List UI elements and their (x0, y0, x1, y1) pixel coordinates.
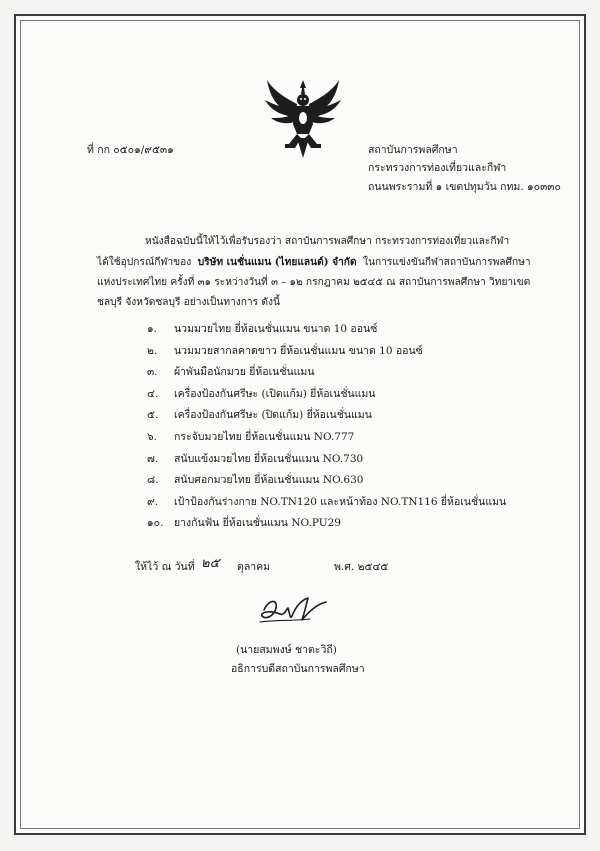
body-line-4: ชลบุรี จังหวัดชลบุรี อย่างเป็นทางการ ดังนี้ (97, 297, 280, 308)
date-month: ตุลาคม (237, 561, 271, 573)
date-day: ๒๕ (201, 556, 220, 571)
list-item-number: ๖. (147, 431, 158, 443)
list-item-number: ๕. (147, 409, 159, 422)
body-line-1: หนังสือฉบับนี้ให้ไว้เพื่อรับรองว่า สถาบันการพลศึกษา กระทรวงการท่องเที่ยวและกีฬา (145, 236, 510, 247)
date-prefix: ให้ไว้ ณ วันที่ (135, 561, 195, 573)
list-item-text: กระจับมวยไทย ยี่ห้อเนชั่นแมน NO.777 (174, 431, 355, 443)
org-address: ถนนพระรามที่ ๑ เขตปทุมวัน กทม. ๑๐๓๓๐ (368, 181, 561, 193)
body-line-3: แห่งประเทศไทย ครั้งที่ ๓๑ ระหว่างวันที่ ๓ – ๑๒ กรกฎาคม ๒๕๔๕ ณ สถาบันการพลศึกษา วิทยาเขต (97, 277, 531, 288)
list-item-text: เป้าป้องกันร่างกาย NO.TN120 และหน้าท้อง NO.TN116 ยี่ห้อเนชั่นแมน (174, 495, 507, 508)
date-year: พ.ศ. ๒๕๔๕ (334, 561, 389, 573)
list-item-text: ผ้าพันมือนักมวย ยี่ห้อเนชั่นแมน (174, 366, 315, 379)
list-item-text: สนับศอกมวยไทย ยี่ห้อเนชั่นแมน NO.630 (174, 474, 364, 487)
signatory-title: อธิการบดีสถาบันการพลศึกษา (231, 663, 365, 675)
company-name: บริษัท เนชั่นแมน (ไทยแลนด์) จำกัด (197, 256, 357, 268)
list-item-text: เครื่องป้องกันศรีษะ (เปิดแก้ม) ยี่ห้อเนชั่นแมน (174, 387, 376, 400)
list-item-number: ๑. (147, 323, 158, 335)
body-line-2 (97, 255, 531, 270)
list-item-text: นวมมวยสากลคาดขาว ยี่ห้อเนชั่นแมน ขนาด 10 ออนซ์ (174, 344, 423, 357)
list-item-number: ๓. (147, 366, 158, 379)
list-item-text: สนับแข้งมวยไทย ยี่ห้อเนชั่นแมน NO.730 (174, 452, 364, 465)
list-item-number: ๘. (147, 474, 159, 487)
reference-number: ที่ กก ๐๕๐๑/๙๕๓๑ (87, 144, 174, 156)
garuda-emblem-icon (263, 78, 343, 160)
list-item-number: ๙. (147, 495, 159, 508)
list-item-number: ๗. (147, 452, 159, 465)
body-line-2-suffix: ในการแข่งขันกีฬาสถาบันการพลศึกษา (363, 257, 531, 268)
list-item-text: เครื่องป้องกันศรีษะ (ปิดแก้ม) ยี่ห้อเนชั่นแมน (174, 409, 372, 422)
list-item-number: ๑๐. (147, 517, 164, 530)
list-item-number: ๔. (147, 387, 159, 400)
signature-icon (254, 590, 334, 630)
list-item-number: ๒. (147, 344, 158, 357)
list-item-text: นวมมวยไทย ยี่ห้อเนชั่นแมน ขนาด 10 ออนซ์ (174, 323, 378, 335)
org-name: สถาบันการพลศึกษา (368, 144, 458, 156)
org-ministry: กระทรวงการท่องเที่ยวและกีฬา (368, 162, 507, 174)
body-line-2-prefix: ได้ใช้อุปกรณ์กีฬาของ (97, 257, 192, 268)
list-item-text: ยางกันฟัน ยี่ห้อเนชั่นแมน NO.PU29 (174, 517, 341, 530)
signatory-name: (นายสมพงษ์ ชาตะวิถี) (236, 644, 337, 656)
